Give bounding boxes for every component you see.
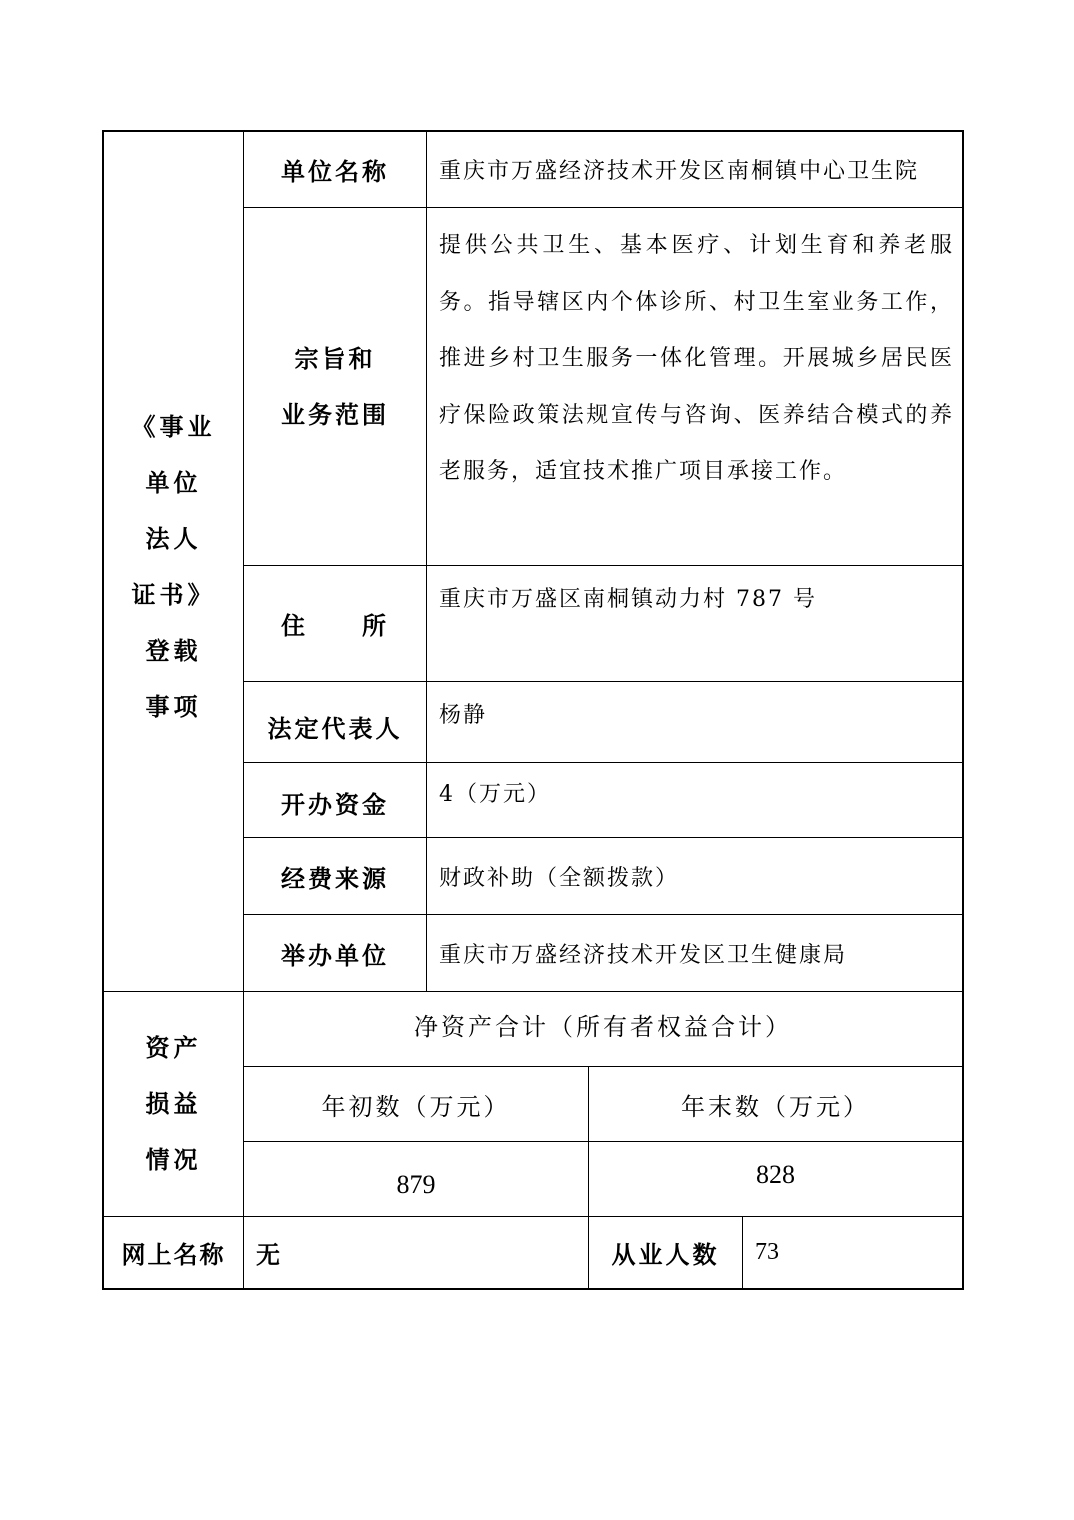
purpose-label-line: 宗旨和: [294, 343, 376, 373]
net-assets-header: 净资产合计（所有者权益合计）: [414, 1012, 792, 1041]
title-line: 单位: [145, 468, 202, 497]
purpose-value: 提供公共卫生、基本医疗、计划生育和养老服务。指导辖区内个体诊所、村卫生室业务工作，推进乡村卫生服务一体化管理。开展城乡居民医疗保险政策法规宣传与咨询、医养结合模式的养老服务，适宜技术推广项目承接工作。: [439, 233, 954, 484]
legal-rep-label: 法定代表人: [267, 713, 403, 743]
title-line: 资产: [145, 1033, 202, 1062]
title-line: 情况: [145, 1145, 202, 1174]
capital-label: 开办资金: [281, 789, 389, 819]
legal-rep-value: 杨静: [439, 703, 488, 728]
unit-name-value: 重庆市万盛经济技术开发区南桐镇中心卫生院: [439, 159, 920, 184]
funding-value: 财政补助（全额拨款）: [439, 865, 680, 891]
unit-name-label: 单位名称: [281, 157, 389, 186]
title-line: 《事业: [131, 412, 216, 441]
purpose-label-line: 业务范围: [281, 399, 389, 429]
table-border-bottom: [102, 1288, 964, 1290]
purpose-label: [244, 208, 426, 565]
title-line: 法人: [145, 524, 202, 553]
begin-of-year-value: 879: [396, 1170, 436, 1199]
staff-count-value: 73: [755, 1239, 779, 1265]
staff-count-label: 从业人数: [611, 1240, 720, 1269]
title-line: 证书》: [131, 580, 216, 609]
table-border-right: [962, 130, 964, 1290]
begin-of-year-label: 年初数（万元）: [321, 1092, 511, 1121]
end-of-year-value: 828: [756, 1160, 795, 1189]
title-line: 事项: [145, 692, 202, 721]
capital-value: 4（万元）: [439, 782, 551, 807]
address-label: 住 所: [281, 611, 389, 640]
title-line: 登载: [145, 636, 202, 665]
address-value: 重庆市万盛区南桐镇动力村 787 号: [439, 587, 817, 612]
sponsor-value: 重庆市万盛经济技术开发区卫生健康局: [439, 942, 848, 968]
online-name-label: 网上名称: [121, 1240, 226, 1269]
registration-section-title: [104, 392, 243, 742]
online-name-value: 无: [256, 1240, 283, 1269]
end-of-year-label: 年末数（万元）: [681, 1092, 870, 1121]
funding-label: 经费来源: [281, 863, 389, 893]
registration-table: [102, 130, 964, 1290]
assets-section-title: [104, 992, 243, 1216]
sponsor-label: 举办单位: [281, 940, 389, 970]
title-line: 损益: [145, 1089, 202, 1118]
